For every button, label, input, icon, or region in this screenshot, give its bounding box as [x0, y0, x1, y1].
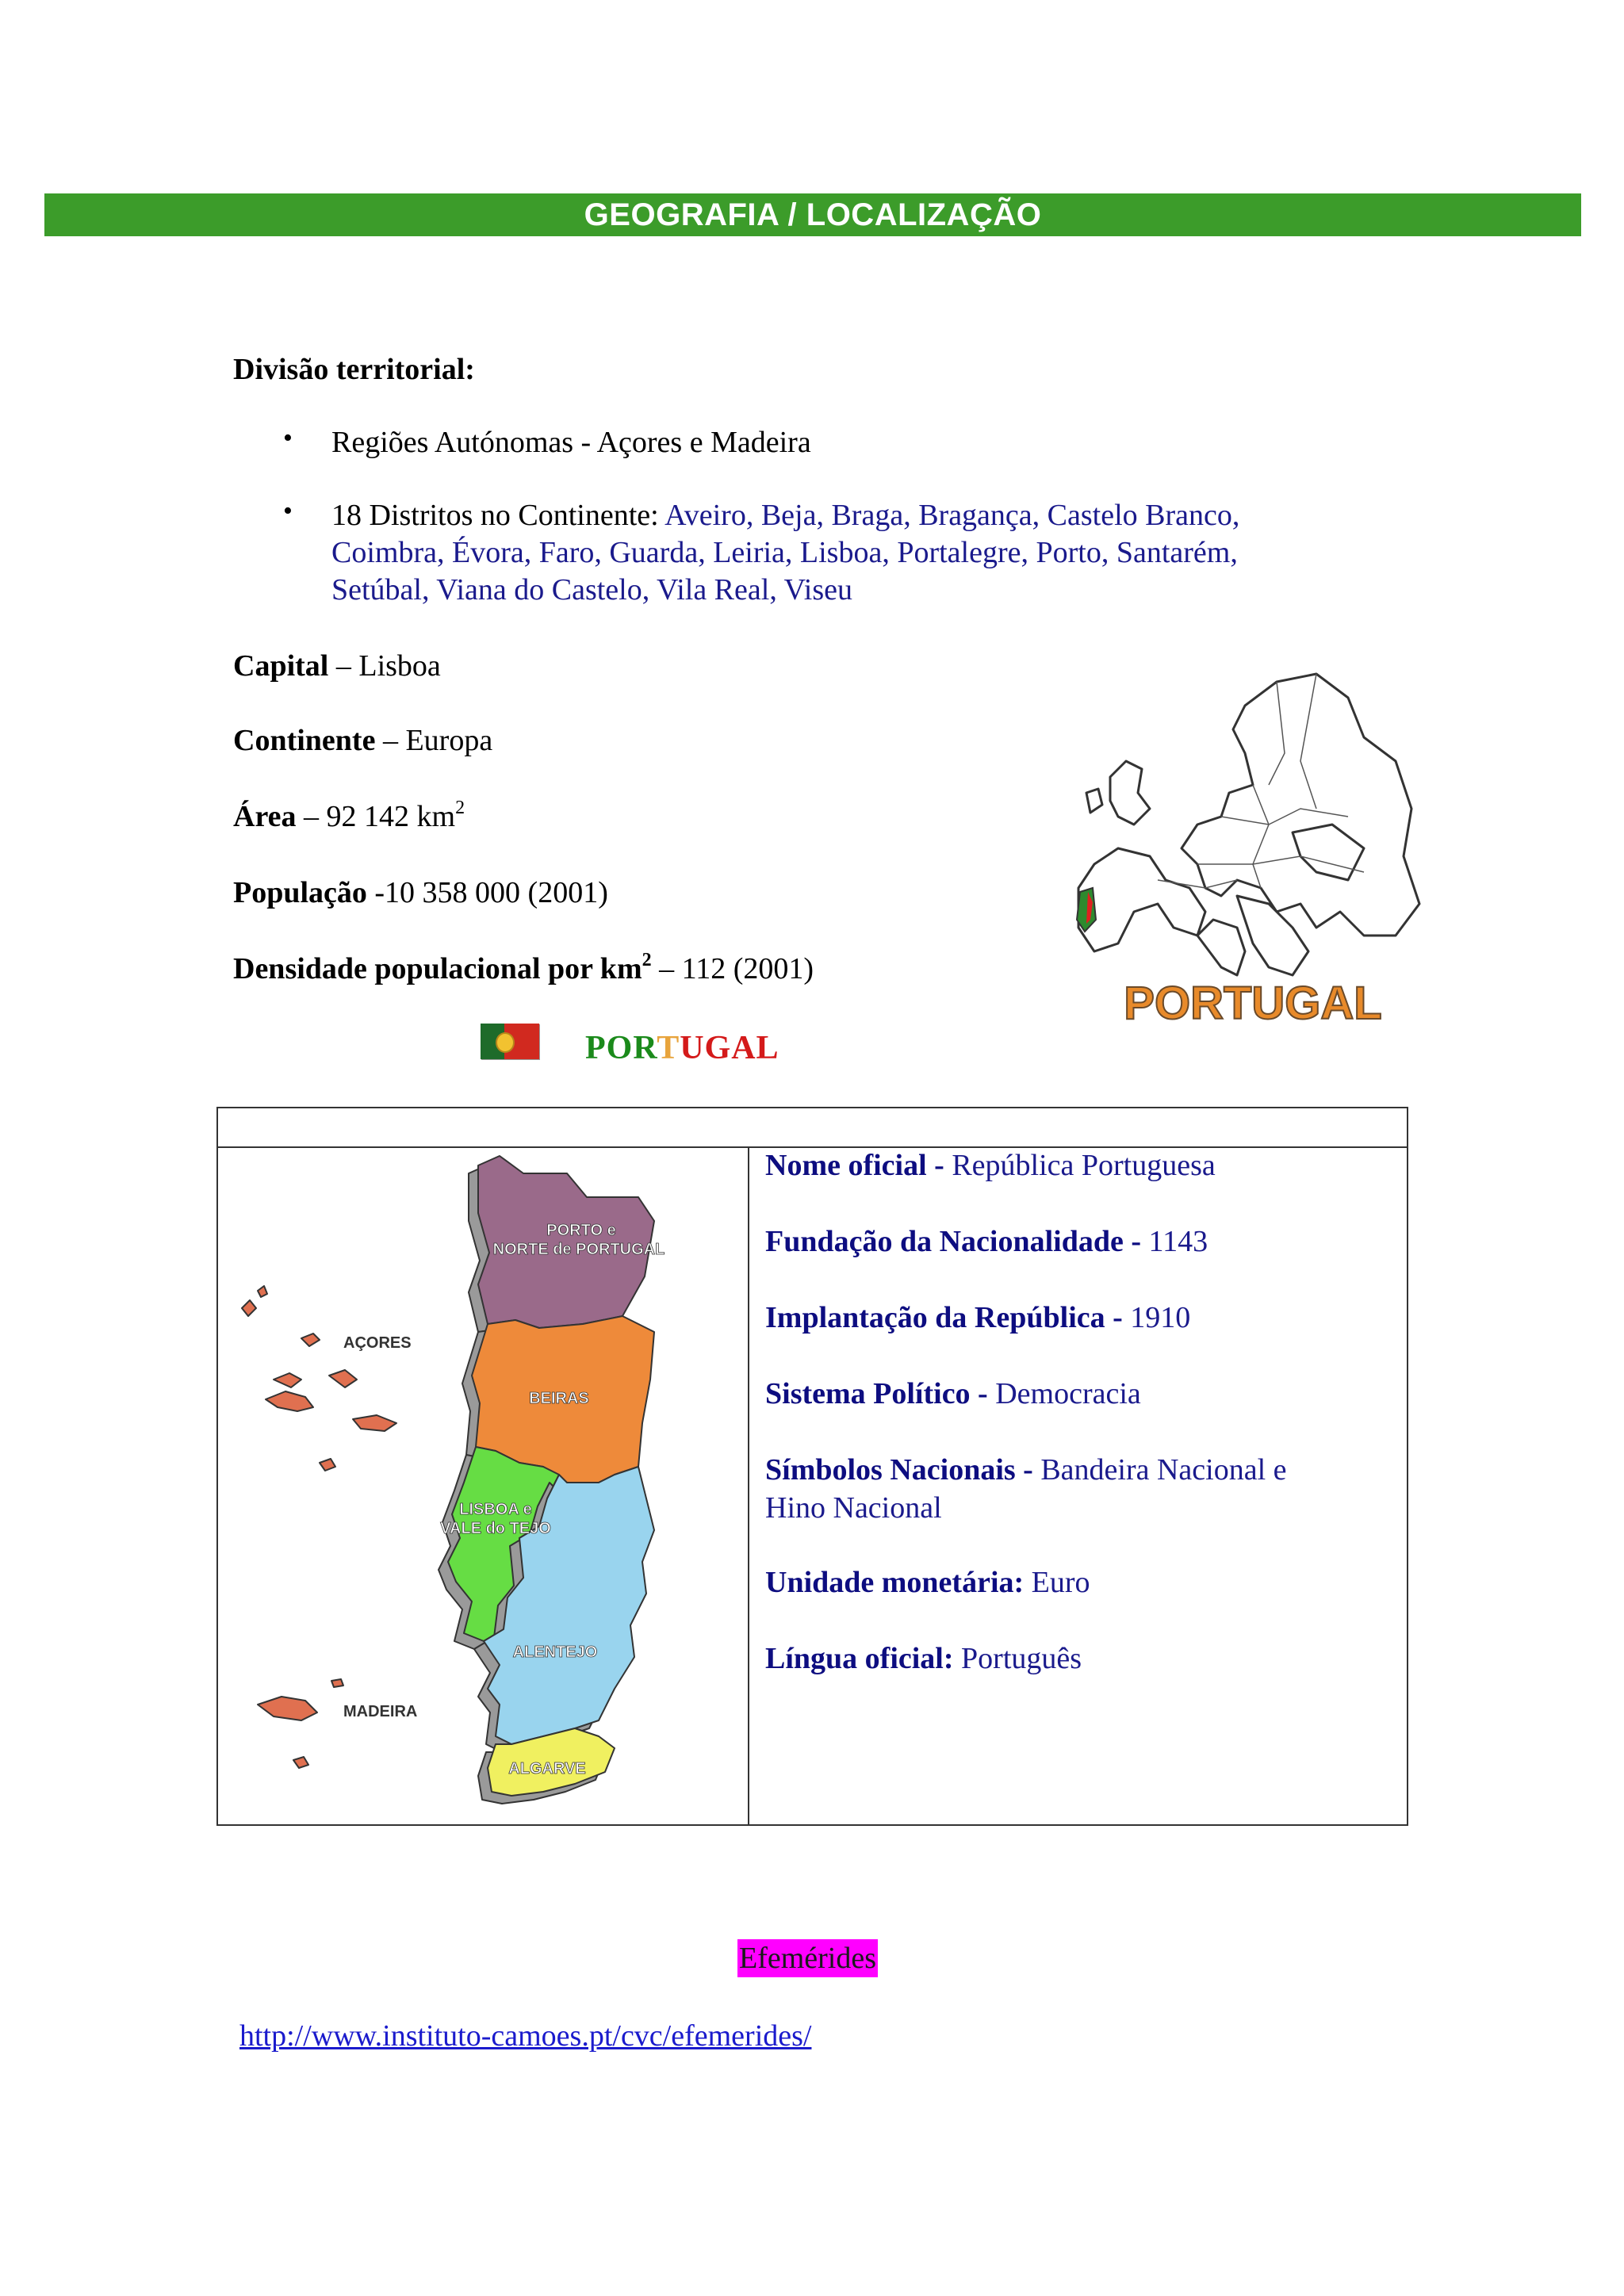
distritos-prefix: 18 Distritos no Continente: — [331, 499, 665, 532]
populacao-label: População — [233, 876, 367, 909]
portugal-regions-map — [226, 1150, 741, 1823]
fact-value: Democracia — [987, 1377, 1141, 1410]
fact-value: República Portuguesa — [944, 1149, 1216, 1182]
fact-label: Língua oficial: — [765, 1642, 954, 1675]
label-madeira: MADEIRA — [343, 1703, 418, 1720]
fact-fundacao — [765, 1223, 1384, 1261]
portugal-title — [585, 1029, 779, 1067]
fact-value: Euro — [1024, 1566, 1090, 1599]
fact-value: 1143 — [1141, 1225, 1208, 1258]
section-title: GEOGRAFIA / LOCALIZAÇÃO — [584, 197, 1042, 232]
info-table — [216, 1107, 1408, 1826]
fact-label: Sistema Político - — [765, 1377, 988, 1410]
portugal-flag-icon — [481, 1024, 539, 1059]
capital-value: – Lisboa — [328, 649, 441, 683]
area-sup: 2 — [455, 798, 465, 819]
continente-label: Continente — [233, 724, 376, 757]
fact-nome-oficial — [765, 1146, 1384, 1184]
area-label: Área — [233, 800, 297, 833]
fact-label: Fundação da Nacionalidade - — [765, 1225, 1142, 1258]
distritos-list-line2: Coimbra, Évora, Faro, Guarda, Leiria, Lisboa, Portalegre, Porto, Santarém, — [331, 536, 1238, 569]
section-banner — [44, 193, 1581, 236]
fact-implantacao — [765, 1299, 1384, 1337]
fact-lingua-oficial — [765, 1640, 1384, 1678]
fact-label: Implantação da República - — [765, 1301, 1123, 1334]
portugal-title-part3: UGAL — [680, 1030, 779, 1066]
portugal-title-part1: POR — [585, 1030, 657, 1066]
label-lisboa2: VALE do TEJO — [440, 1520, 551, 1537]
label-algarve: ALGARVE — [508, 1760, 586, 1777]
distritos-list-line1: Aveiro, Beja, Braga, Bragança, Castelo Branco, — [665, 499, 1240, 532]
densidade-value: – 112 (2001) — [651, 952, 814, 985]
label-alentejo: ALENTEJO — [512, 1644, 598, 1661]
europe-map-label: PORTUGAL — [1124, 978, 1382, 1029]
label-norte2: NORTE de PORTUGAL — [492, 1241, 665, 1258]
efemerides-link[interactable]: http://www.instituto-camoes.pt/cvc/efemerides/ — [239, 2019, 812, 2053]
continente-value: – Europa — [375, 724, 493, 757]
populacao-line — [233, 874, 608, 912]
densidade-line — [233, 950, 814, 988]
area-line — [233, 798, 465, 836]
bullet-distritos — [331, 496, 1239, 534]
label-lisboa: LISBOA e — [459, 1501, 532, 1518]
table-column-divider — [748, 1146, 749, 1824]
fact-unidade-monetaria — [765, 1563, 1384, 1601]
capital-line — [233, 647, 441, 685]
fact-label: Símbolos Nacionais - — [765, 1453, 1033, 1487]
portugal-title-part2: T — [657, 1030, 680, 1066]
fact-sistema-politico — [765, 1375, 1384, 1413]
table-header-row — [218, 1108, 1407, 1148]
distritos-list-line3: Setúbal, Viana do Castelo, Vila Real, Viseu — [331, 573, 853, 607]
divisao-heading: Divisão territorial: — [233, 353, 475, 386]
fact-value: Bandeira Nacional e — [1032, 1453, 1287, 1487]
area-value: – 92 142 km — [296, 800, 456, 833]
label-acores: AÇORES — [343, 1334, 412, 1352]
efemerides-highlight: Efemérides — [737, 1939, 878, 1977]
fact-simbolos — [765, 1451, 1384, 1527]
bullet-regioes: Regiões Autónomas - Açores e Madeira — [331, 426, 811, 459]
continente-line — [233, 721, 492, 760]
europe-map-image — [1063, 650, 1427, 1047]
densidade-sup: 2 — [642, 950, 652, 971]
label-norte: PORTO e — [546, 1222, 616, 1239]
fact-value: Português — [953, 1642, 1082, 1675]
bullet-icon: • — [283, 423, 293, 453]
fact-label: Unidade monetária: — [765, 1566, 1025, 1599]
label-beiras: BEIRAS — [529, 1390, 589, 1407]
populacao-value: -10 358 000 (2001) — [366, 876, 608, 909]
fact-label: Nome oficial - — [765, 1149, 944, 1182]
fact-value: 1910 — [1122, 1301, 1191, 1334]
densidade-label: Densidade populacional por km — [233, 952, 642, 985]
bullet-icon: • — [283, 496, 293, 526]
fact-value-line2: Hino Nacional — [765, 1491, 942, 1525]
capital-label: Capital — [233, 649, 329, 683]
